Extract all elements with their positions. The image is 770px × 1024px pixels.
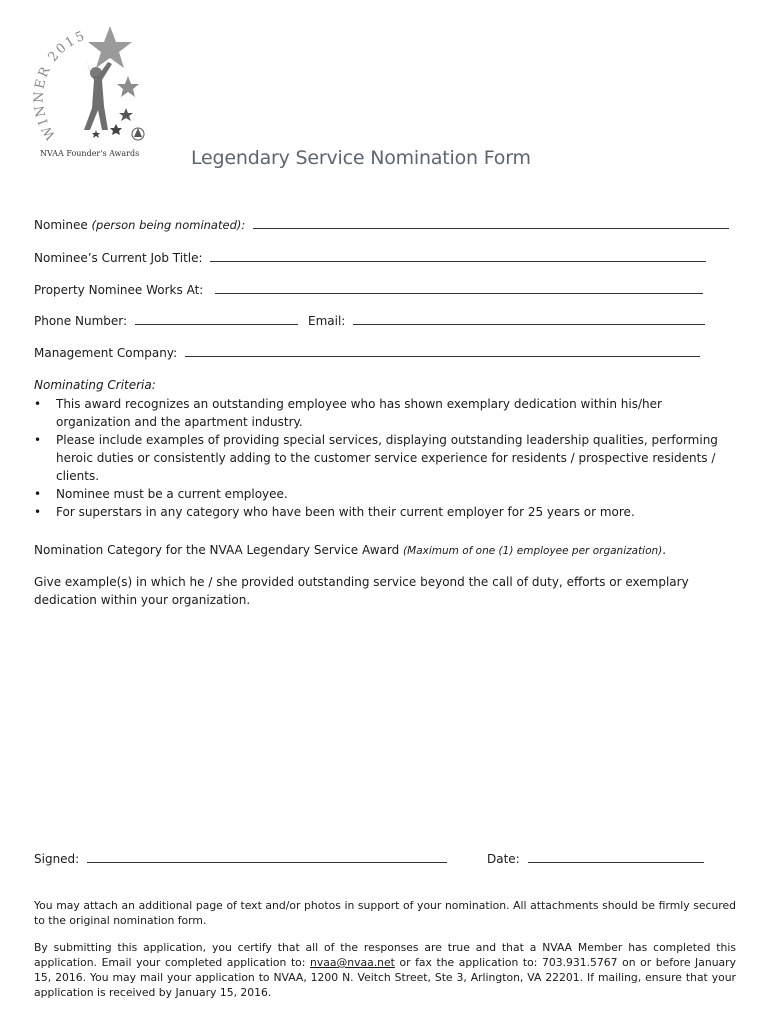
small-star-icon <box>92 130 100 138</box>
category-note: (Maximum of one (1) employee per organization) <box>403 545 663 557</box>
job-title-input-line[interactable] <box>210 249 706 262</box>
company-label: Management Company: <box>34 346 178 360</box>
signed-label: Signed: <box>34 852 80 866</box>
bullet-icon: • <box>34 433 42 447</box>
email-label: Email: <box>308 314 346 328</box>
nominee-hint: (person being nominated): <box>91 218 246 232</box>
category-text: Nomination Category for the NVAA Legendary Service Award <box>34 543 400 557</box>
logo-caption: NVAA Founder's Awards <box>40 149 140 158</box>
job-title-label: Nominee’s Current Job Title: <box>34 251 203 265</box>
nominee-input-line[interactable] <box>253 216 729 229</box>
criteria-list <box>34 395 734 521</box>
list-item <box>34 503 734 521</box>
property-field <box>34 281 703 297</box>
submission-text: or fax the application to: 703.931.5767 on or before January 15, 2016. You may mail your application to NVAA, 1200 N. Veitch Street, Ste 3, Arlington, VA 22201. If mailing, ensure that your application is received by January 15, 2016. <box>34 956 736 999</box>
property-label: Property Nominee Works At: <box>34 283 204 297</box>
submission-note <box>34 940 736 1000</box>
phone-field <box>34 312 298 328</box>
small-star-icon <box>119 108 133 121</box>
phone-input-line[interactable] <box>135 312 298 325</box>
criteria-text: Please include examples of providing special services, displaying outstanding leadership qualities, performing heroic duties or consistently adding to the customer service experience for residents / prospective residents / clients. <box>56 433 718 483</box>
submission-text: By submitting this application, you certify that all of the responses are true and that a NVAA Member has completed this application. Email your completed application to: <box>34 941 736 969</box>
criteria-text: For superstars in any category who have been with their current employer for 25 years or more. <box>56 505 635 519</box>
signed-field <box>34 850 447 866</box>
criteria-text: Nominee must be a current employee. <box>56 487 288 501</box>
small-star-icon <box>117 76 139 97</box>
logo-arc-text: WINNER 2015 <box>31 28 89 142</box>
phone-label: Phone Number: <box>34 314 128 328</box>
job-title-field <box>34 249 706 265</box>
date-field <box>487 850 704 866</box>
property-input-line[interactable] <box>215 281 703 294</box>
email-field <box>308 312 705 328</box>
criteria-heading: Nominating Criteria: <box>34 378 156 392</box>
date-label: Date: <box>487 852 520 866</box>
criteria-text: This award recognizes an outstanding employee who has shown exemplary dedication within his/her organization and the apartment industry. <box>56 397 662 429</box>
nomination-category <box>34 541 734 560</box>
signature-input-line[interactable] <box>87 850 447 863</box>
small-star-icon <box>110 124 122 135</box>
company-field <box>34 344 700 360</box>
bullet-icon: • <box>34 487 42 501</box>
winner-2015-award-logo <box>28 18 158 163</box>
email-link[interactable]: nvaa@nvaa.net <box>310 956 395 969</box>
large-star-icon <box>88 26 132 68</box>
bullet-icon: • <box>34 505 42 519</box>
date-input-line[interactable] <box>528 850 704 863</box>
nominee-label: Nominee <box>34 218 88 232</box>
attachment-note: You may attach an additional page of text and/or photos in support of your nomination. All attachments should be firmly secured to the original nomination form. <box>34 899 736 927</box>
svg-text:WINNER 2015 <box>32 28 89 142</box>
category-end: . <box>662 543 667 557</box>
nominee-field <box>34 216 729 232</box>
bullet-icon: • <box>34 397 42 411</box>
list-item <box>34 395 734 431</box>
company-input-line[interactable] <box>185 344 700 357</box>
list-item <box>34 485 734 503</box>
examples-prompt: Give example(s) in which he / she provided outstanding service beyond the call of duty, efforts or exemplary dedication within your organization. <box>34 575 689 607</box>
list-item <box>34 431 734 485</box>
email-input-line[interactable] <box>353 312 705 325</box>
page-title: Legendary Service Nomination Form <box>191 147 531 169</box>
